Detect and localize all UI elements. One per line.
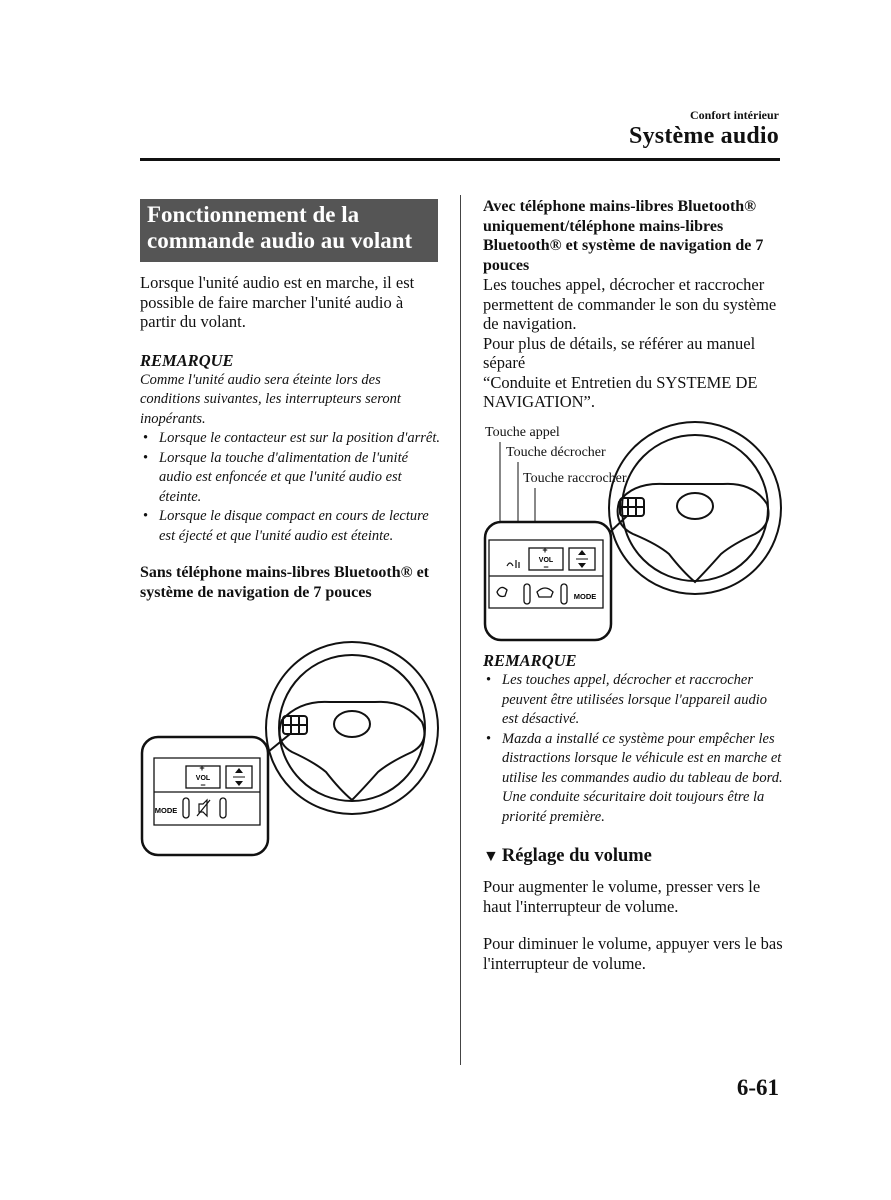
right-column <box>483 197 783 412</box>
list-item: • Mazda a installé ce système pour empêcher les distractions lorsque le véhicule est en marche et utilise les commandes audio du tableau de bord. <box>483 730 783 789</box>
volume-heading <box>483 846 783 867</box>
list-item: • Lorsque la touche d'alimentation de l'unité audio est enfoncée et que l'unité audio est éteinte. <box>140 449 440 508</box>
remark-extra: Une conduite sécuritaire doit toujours être la priorité première. <box>502 789 765 825</box>
vol-label: VOL <box>195 775 211 782</box>
steering-wheel-figure-left <box>140 640 440 858</box>
subheading-without-bluetooth: Sans téléphone mains-libres Bluetooth® et système de navigation de 7 pouces <box>140 564 430 601</box>
section-heading <box>140 199 438 262</box>
intro-paragraph: Lorsque l'unité audio est en marche, il est possible de faire marcher l'unité audio à partir du volant. <box>140 273 415 331</box>
vol-plus: + <box>542 545 548 555</box>
label-call-key: Touche appel <box>485 425 560 440</box>
header-section: Confort intérieur <box>690 108 779 122</box>
vol-label: VOL <box>538 557 554 564</box>
vol-minus: − <box>200 780 206 790</box>
triangle-down-icon: ▼ <box>483 848 499 865</box>
right-remark <box>483 651 783 973</box>
list-item: • Les touches appel, décrocher et raccrocher peuvent être utilisées lorsque l'appareil audio est désactivé. <box>483 671 783 730</box>
control-panel-inset <box>142 737 268 855</box>
page-number: 6-61 <box>736 1075 779 1100</box>
steering-wheel-figure-right <box>483 420 783 642</box>
paragraph: Pour plus de détails, se référer au manuel séparé <box>483 333 756 372</box>
section-heading-line2: commande audio au volant <box>147 228 413 253</box>
paragraph: Les touches appel, décrocher et raccrocher permettent de commander le son du système de navigation. <box>483 275 777 333</box>
steering-wheel-icon <box>266 642 438 814</box>
volume-heading-text: Réglage du volume <box>501 846 652 866</box>
steering-wheel-icon <box>609 422 781 594</box>
mode-label: MODE <box>154 806 178 815</box>
list-item: • Lorsque le disque compact en cours de lecture est éjecté et que l'unité audio est éteinte. <box>140 507 440 546</box>
volume-down-text: Pour diminuer le volume, appuyer vers le bas l'interrupteur de volume. <box>483 934 783 973</box>
page-title: Système audio <box>629 123 779 149</box>
label-hangup-key: Touche raccrocher <box>523 471 627 486</box>
header-rule <box>140 158 780 161</box>
section-heading-line1: Fonctionnement de la <box>147 202 360 227</box>
subheading-with-bluetooth: Avec téléphone mains-libres Bluetooth® uniquement/téléphone mains-libres Bluetooth® et système de navigation de 7 pouces <box>483 198 764 274</box>
list-item: • Lorsque le contacteur est sur la position d'arrêt. <box>140 429 440 449</box>
vol-minus: − <box>543 562 549 572</box>
vol-plus: + <box>199 763 205 773</box>
paragraph: “Conduite et Entretien du SYSTEME DE NAVIGATION”. <box>483 372 758 411</box>
remark-list <box>483 671 783 788</box>
column-divider <box>460 195 461 1065</box>
remark-text: Comme l'unité audio sera éteinte lors des conditions suivantes, les interrupteurs seront inopérants. <box>140 371 401 427</box>
label-pickup-key: Touche décrocher <box>506 445 606 460</box>
remark-title: REMARQUE <box>140 350 234 370</box>
remark-list <box>140 429 440 546</box>
volume-up-text: Pour augmenter le volume, presser vers le haut l'interrupteur de volume. <box>483 877 761 916</box>
left-column <box>140 273 440 602</box>
remark-title: REMARQUE <box>483 651 577 670</box>
mode-label: MODE <box>573 592 597 601</box>
